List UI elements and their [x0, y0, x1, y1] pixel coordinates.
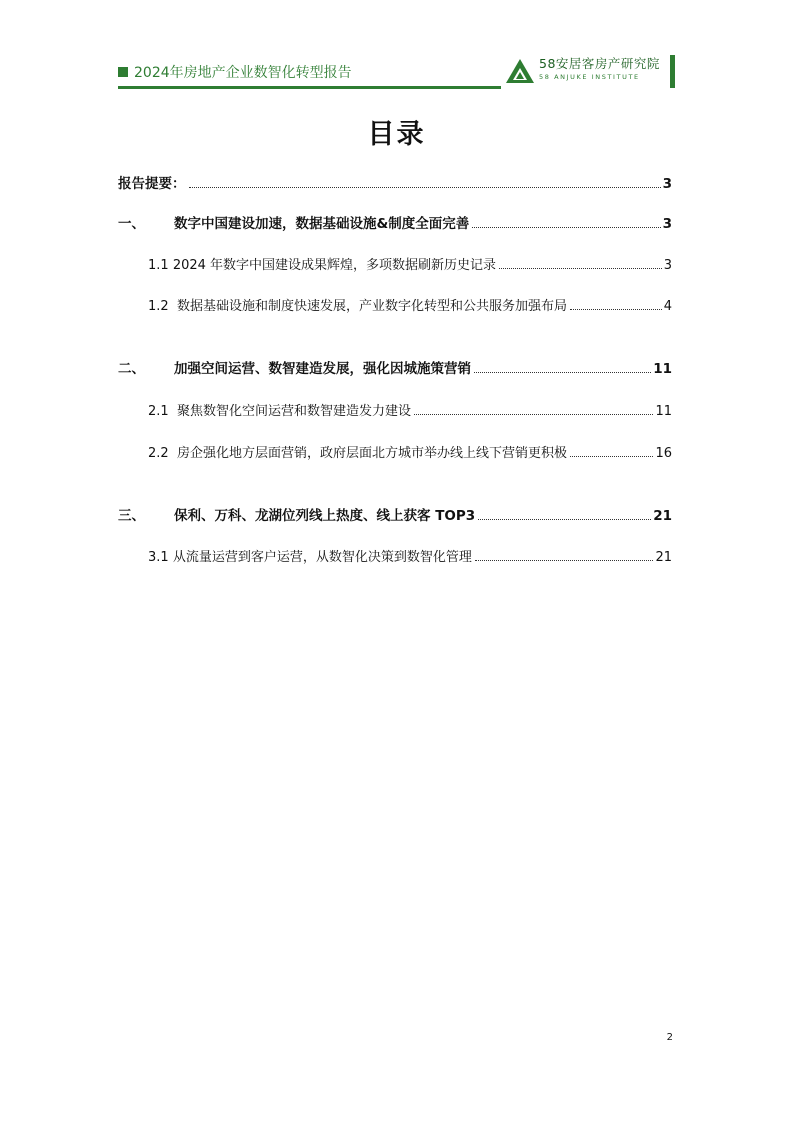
- toc-entry-1-2[interactable]: [148, 292, 672, 314]
- toc-entry-text: 2024 年数字中国建设成果辉煌，多项数据刷新历史记录: [172, 258, 497, 273]
- toc-entry-text: 数字中国建设加速，数据基础设施&制度全面完善: [174, 216, 470, 232]
- toc-entry-chapter-1[interactable]: [118, 210, 672, 232]
- toc-leader: [474, 372, 651, 373]
- toc-leader: [499, 268, 662, 269]
- toc-page: 11: [653, 361, 672, 377]
- toc-page: 3: [663, 258, 672, 273]
- logo-en: 58 ANJUKE INSTITUTE: [539, 72, 640, 81]
- toc-heading: 目录: [367, 119, 426, 150]
- header-left: [118, 62, 352, 82]
- header-rule: [118, 86, 501, 89]
- toc-entry-summary[interactable]: [118, 170, 672, 192]
- toc-entry-number: 3.1: [148, 550, 169, 565]
- logo-bar: [670, 55, 675, 88]
- toc-leader: [570, 456, 653, 457]
- page-number: 2: [666, 1032, 673, 1043]
- logo-text: [539, 58, 660, 80]
- toc-entry-number: 1.1: [148, 258, 169, 273]
- toc-page: 4: [663, 299, 672, 314]
- toc-entry-3-1[interactable]: [148, 543, 672, 565]
- toc-page: 3: [662, 216, 672, 232]
- toc-leader: [478, 519, 651, 520]
- toc-leader: [475, 560, 654, 561]
- toc-entry-chapter-3[interactable]: [118, 502, 672, 524]
- report-title: 2024年房地产企业数智化转型报告: [134, 65, 352, 81]
- square-bullet-icon: [118, 67, 128, 77]
- toc-page: 16: [655, 446, 672, 461]
- toc-leader: [414, 414, 653, 415]
- toc-page: 11: [655, 404, 672, 419]
- triangle-logo-icon: [505, 58, 535, 84]
- toc-entry-text: 加强空间运营、数智建造发展，强化因城施策营销: [174, 361, 471, 377]
- toc-entry-text: 聚焦数智化空间运营和数智建造发力建设: [176, 404, 411, 419]
- toc-entry-number: 2.2: [148, 446, 169, 461]
- toc-entry-text: 保利、万科、龙湖位列线上热度、线上获客 TOP3: [174, 508, 476, 524]
- toc-entry-number: 三、: [118, 508, 145, 524]
- toc-entry-1-1[interactable]: [148, 251, 672, 273]
- toc-entry-number: 二、: [118, 361, 145, 377]
- toc-leader: [570, 309, 662, 310]
- toc-entry-number: 2.1: [148, 404, 169, 419]
- toc-page: 21: [655, 550, 672, 565]
- toc-entry-text: 从流量运营到客户运营，从数智化决策到数智化管理: [172, 550, 472, 565]
- toc-entry-2-1[interactable]: [148, 397, 672, 419]
- toc-page: 21: [653, 508, 672, 524]
- toc-entry-chapter-2[interactable]: [118, 355, 672, 377]
- institute-logo: [505, 58, 660, 84]
- toc-entry-2-2[interactable]: [148, 439, 672, 461]
- toc-entry-text: 房企强化地方层面营销，政府层面北方城市举办线上线下营销更积极: [176, 446, 567, 461]
- toc-page: 3: [662, 176, 672, 192]
- toc-entry-text: 数据基础设施和制度快速发展，产业数字化转型和公共服务加强布局: [176, 299, 567, 314]
- toc-entry-number: 1.2: [148, 299, 169, 314]
- toc-entry-number: 一、: [118, 216, 145, 232]
- toc-leader: [472, 227, 660, 228]
- toc-leader: [189, 187, 661, 188]
- toc-entry-text: 报告提要：: [118, 176, 186, 192]
- logo-cn: 58安居客房产研究院: [539, 56, 660, 71]
